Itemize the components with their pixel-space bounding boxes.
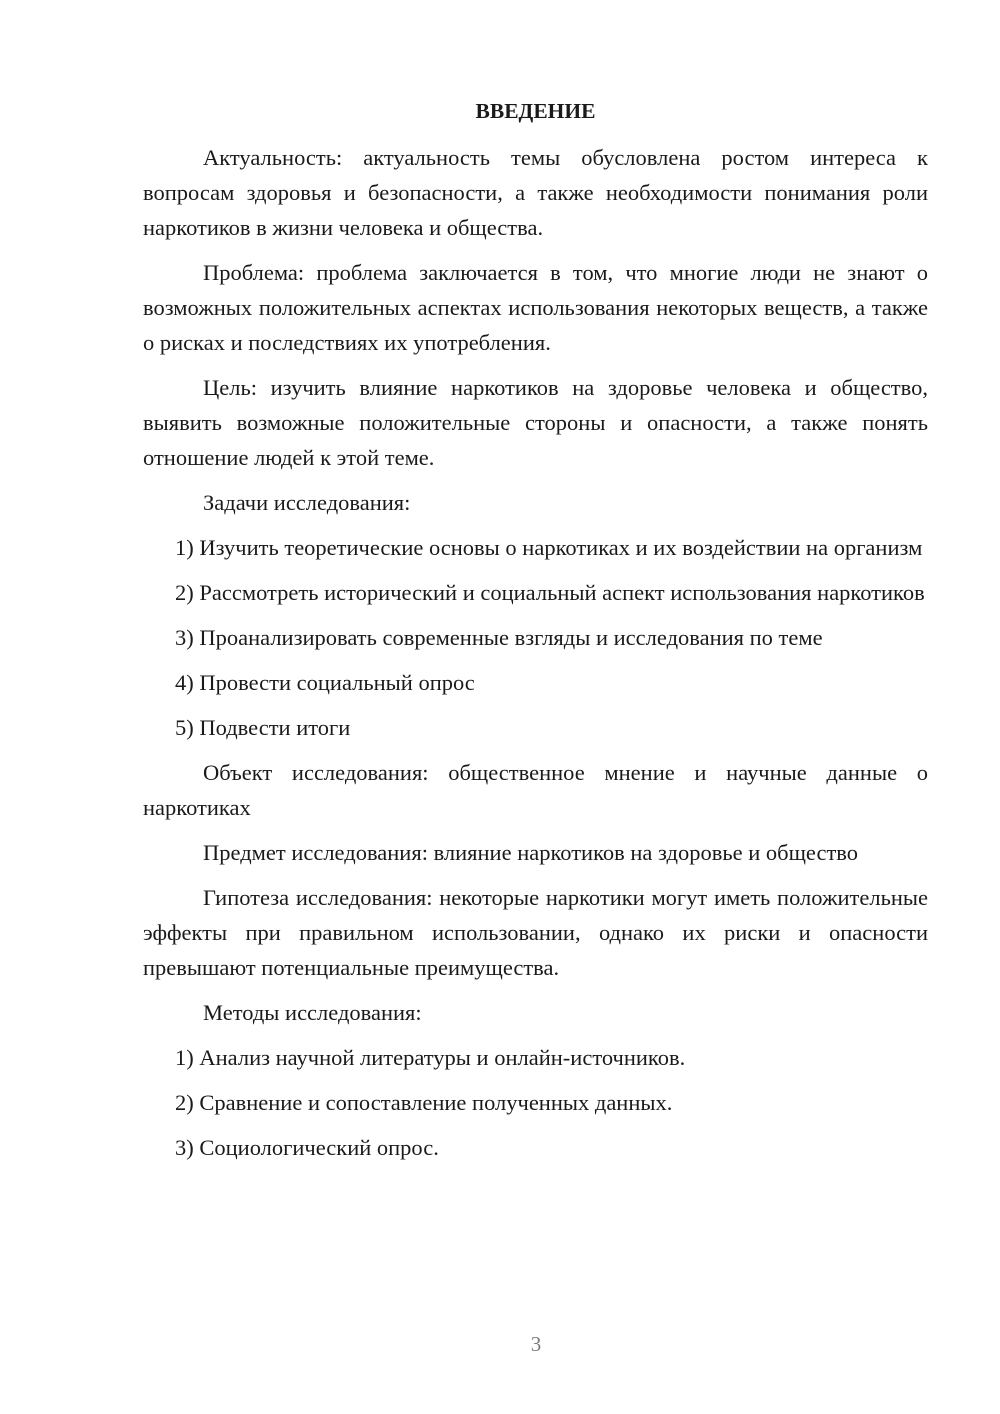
hypothesis-paragraph: Гипотеза исследования: некоторые наркотики могут иметь положительные эффекты при правильном использовании, однако их риски и опасности превышают потенциальные преимущества.: [143, 885, 928, 980]
object-paragraph: Объект исследования: общественное мнение и научные данные о наркотиках: [143, 760, 928, 820]
tasks-label: Задачи исследования:: [203, 490, 411, 515]
task-item: 1) Изучить теоретические основы о наркотиках и их воздействии на организм: [175, 535, 923, 560]
relevance-paragraph: Актуальность: актуальность темы обусловлена ростом интереса к вопросам здоровья и безопасности, а также необходимости понимания роли наркотиков в жизни человека и общества.: [143, 145, 928, 240]
page-content: [143, 96, 928, 1175]
problem-paragraph: Проблема: проблема заключается в том, что многие люди не знают о возможных положительных аспектах использования некоторых веществ, а также о рисках и последствиях их употребления.: [143, 260, 928, 355]
task-item: 5) Подвести итоги: [175, 715, 351, 740]
goal-paragraph: Цель: изучить влияние наркотиков на здоровье человека и общество, выявить возможные положительные стороны и опасности, а также понять отношение людей к этой теме.: [143, 375, 928, 470]
task-item: 4) Провести социальный опрос: [175, 670, 475, 695]
task-item: 3) Проанализировать современные взгляды и исследования по теме: [175, 625, 823, 650]
method-item: 1) Анализ научной литературы и онлайн-источников.: [175, 1045, 686, 1070]
task-item: 2) Рассмотреть исторический и социальный аспект использования наркотиков: [175, 580, 925, 605]
section-heading: ВВЕДЕНИЕ: [475, 99, 596, 123]
methods-label: Методы исследования:: [203, 1000, 422, 1025]
method-item: 3) Социологический опрос.: [175, 1135, 439, 1160]
page-number: 3: [530, 1332, 542, 1356]
method-item: 2) Сравнение и сопоставление полученных данных.: [175, 1090, 673, 1115]
subject-paragraph: Предмет исследования: влияние наркотиков на здоровье и общество: [203, 840, 858, 865]
